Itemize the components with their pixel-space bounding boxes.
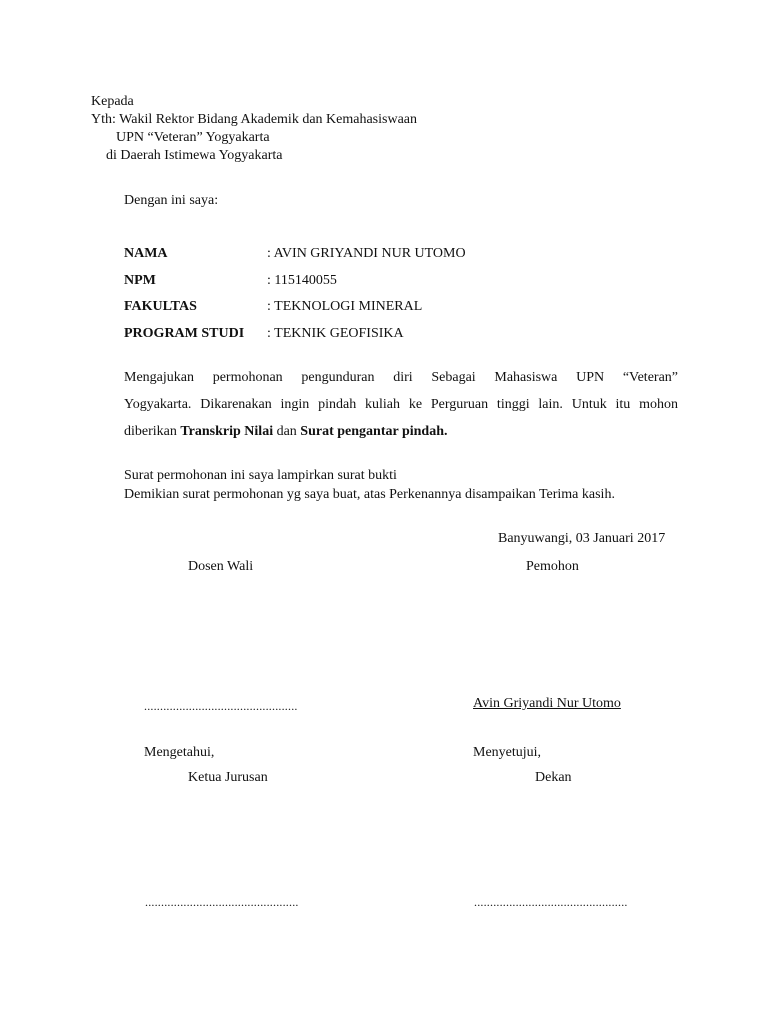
body-line-3-mid: dan <box>273 424 301 439</box>
surat-pengantar-text: Surat pengantar pindah. <box>300 424 448 439</box>
identity-label-fakultas: FAKULTAS <box>124 299 197 314</box>
dekan-label: Dekan <box>535 770 572 785</box>
pemohon-name: Avin Griyandi Nur Utomo <box>473 696 621 711</box>
identity-value-fakultas: : TEKNOLOGI MINERAL <box>267 299 423 314</box>
recipient-title: Yth: Wakil Rektor Bidang Akademik dan Kemahasiswaan <box>91 112 417 127</box>
mengetahui-label: Mengetahui, <box>144 745 215 760</box>
body-line-2: Yogyakarta. Dikarenakan ingin pindah kuliah ke Perguruan tinggi lain. Untuk itu mohon <box>124 397 678 412</box>
ketua-jurusan-signature-line: ................................................ <box>145 895 299 909</box>
identity-value-prodi: : TEKNIK GEOFISIKA <box>267 326 404 341</box>
pemohon-label: Pemohon <box>526 559 579 574</box>
body-line-1: Mengajukan permohonan pengunduran diri Sebagai Mahasiswa UPN “Veteran” <box>124 370 678 385</box>
closing-line-1: Surat permohonan ini saya lampirkan surat bukti <box>124 468 397 483</box>
body-line-3 <box>124 418 678 445</box>
identity-label-prodi: PROGRAM STUDI <box>124 326 245 341</box>
identity-value-npm: : 115140055 <box>267 273 337 288</box>
place-date: Banyuwangi, 03 Januari 2017 <box>498 531 666 546</box>
recipient-location: di Daerah Istimewa Yogyakarta <box>106 148 283 163</box>
dekan-signature-line: ................................................ <box>474 895 628 909</box>
menyetujui-label: Menyetujui, <box>473 745 542 760</box>
identity-label-nama: NAMA <box>124 246 168 261</box>
intro-text: Dengan ini saya: <box>124 193 219 208</box>
closing-line-2: Demikian surat permohonan yg saya buat, atas Perkenannya disampaikan Terima kasih. <box>124 487 615 502</box>
ketua-jurusan-label: Ketua Jurusan <box>188 770 268 785</box>
body-paragraph <box>124 364 678 445</box>
identity-label-npm: NPM <box>124 273 156 288</box>
salutation-kepada: Kepada <box>91 94 134 109</box>
transkrip-nilai-text: Transkrip Nilai <box>180 424 274 439</box>
body-line-3-prefix: diberikan <box>124 424 181 439</box>
dosen-wali-signature-line: ................................................ <box>144 699 298 713</box>
recipient-institution: UPN “Veteran” Yogyakarta <box>116 130 270 145</box>
identity-value-nama: : AVIN GRIYANDI NUR UTOMO <box>267 246 466 261</box>
dosen-wali-label: Dosen Wali <box>188 559 254 574</box>
